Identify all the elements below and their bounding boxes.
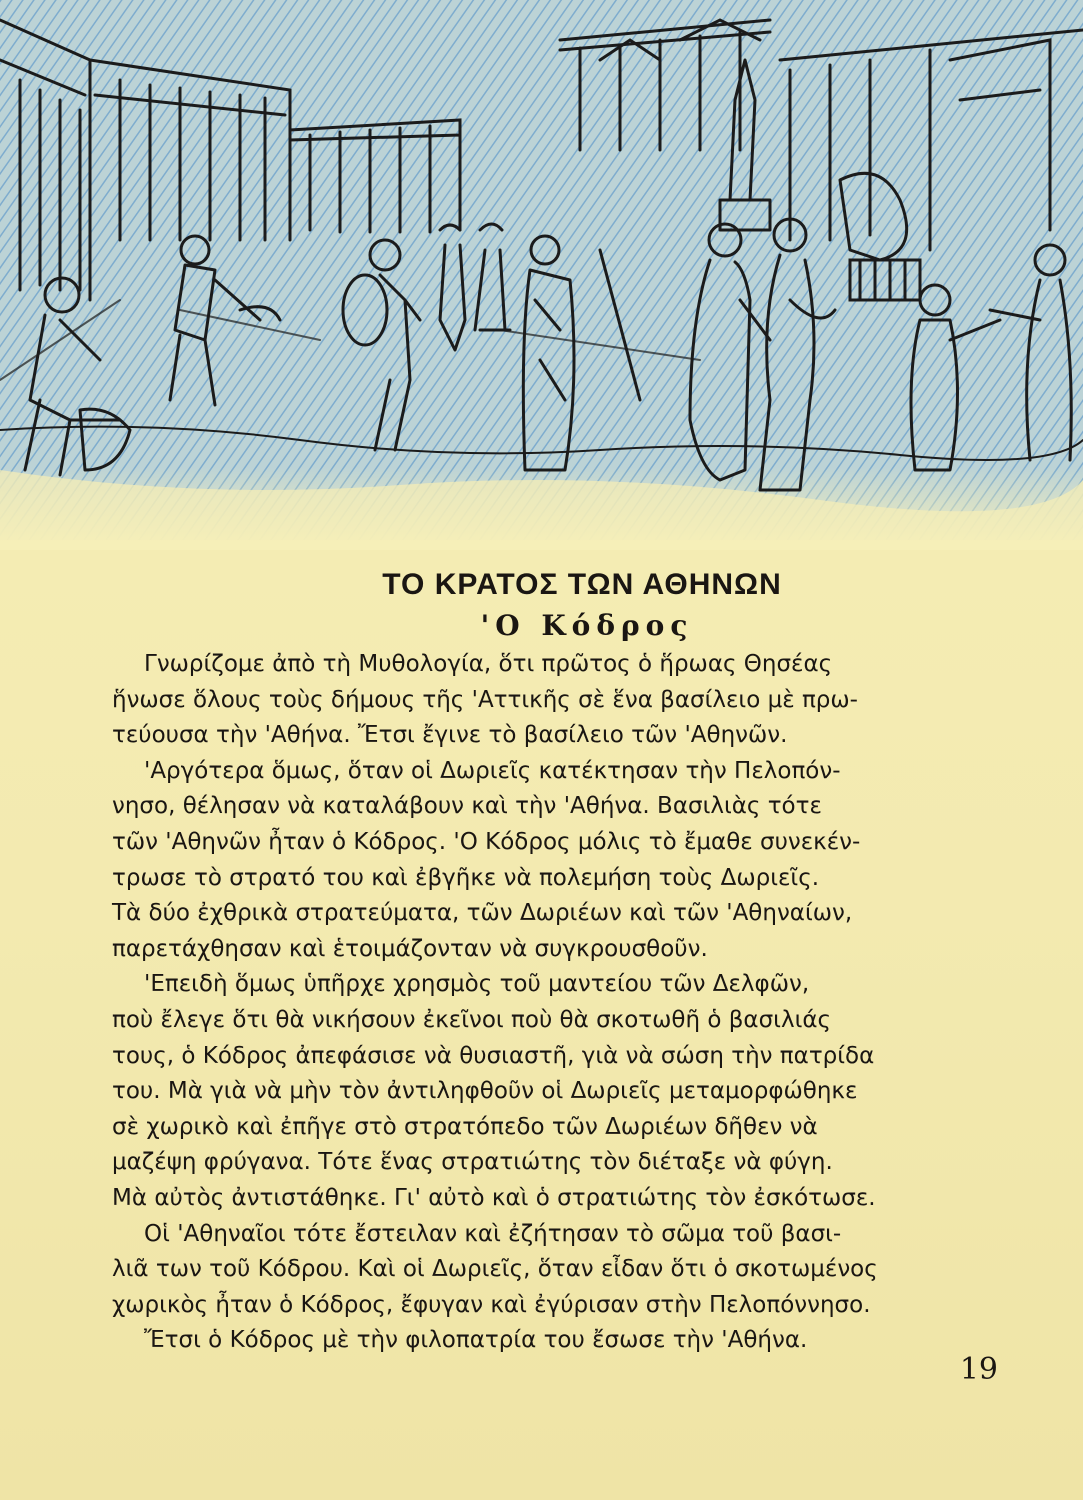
page-number: 19: [959, 1352, 998, 1387]
text-line: Γνωρίζομε ἀπὸ τὴ Μυθολογία, ὅτι πρῶτος ὁ ἥρωας Θησέας: [144, 651, 833, 677]
text-line: 'Επειδὴ ὅμως ὑπῆρχε χρησμὸς τοῦ μαντείου τῶν Δελφῶν,: [144, 971, 810, 998]
text-line: του. Μὰ γιὰ νὰ μὴν τὸν ἀντιληφθοῦν οἱ Δωριεῖς μεταμορφώθηκε: [112, 1078, 858, 1105]
text-line: παρετάχθησαν καὶ ἑτοιμάζονταν νὰ συγκρουσθοῦν.: [112, 935, 708, 962]
text-line: Τὰ δύο ἐχθρικὰ στρατεύματα, τῶν Δωριέων καὶ τῶν 'Αθηναίων,: [112, 900, 853, 927]
text-line: τους, ὁ Κόδρος ἀπεφάσισε νὰ θυσιαστῆ, γιὰ νὰ σώση τὴν πατρίδα: [112, 1042, 875, 1069]
text-line: Μὰ αὐτὸς ἀντιστάθηκε. Γι' αὐτὸ καὶ ὁ στρατιώτης τὸν ἐσκότωσε.: [112, 1184, 876, 1211]
text-line: σὲ χωρικὸ καὶ ἐπῆγε στὸ στρατόπεδο τῶν Δωριέων δῆθεν νὰ: [112, 1113, 818, 1140]
paragraph-1: [112, 647, 1002, 754]
text-line: μαζέψη φρύγανα. Τότε ἕνας στρατιώτης τὸν διέταξε νὰ φύγη.: [112, 1149, 833, 1176]
chapter-title: ΤΟ ΚΡΑΤΟΣ ΤΩΝ ΑΘΗΝΩΝ: [382, 568, 782, 601]
ancient-athens-illustration: [0, 0, 1083, 550]
article: [112, 565, 1002, 1359]
text-line: τῶν 'Αθηνῶν ἦταν ὁ Κόδρος. 'Ο Κόδρος μόλις τὸ ἔμαθε συνεκέν-: [112, 828, 861, 855]
paragraph-2: [112, 754, 1002, 968]
text-line: τρωσε τὸ στρατό του καὶ ἐβγῆκε νὰ πολεμήση τοὺς Δωριεῖς.: [112, 864, 820, 891]
text-line: τεύουσα τὴν 'Αθήνα. Ἔτσι ἔγινε τὸ βασίλειο τῶν 'Αθηνῶν.: [112, 722, 788, 749]
text-line: Ἔτσι ὁ Κόδρος μὲ τὴν φιλοπατρία του ἔσωσε τὴν 'Αθήνα.: [144, 1327, 808, 1354]
text-line: χωρικὸς ἦταν ὁ Κόδρος, ἔφυγαν καὶ ἐγύρισαν στὴν Πελοπόννησο.: [112, 1291, 871, 1318]
text-line: ποὺ ἔλεγε ὅτι θὰ νικήσουν ἐκεῖνοι ποὺ θὰ σκοτωθῆ ὁ βασιλιάς: [112, 1006, 832, 1033]
paragraph-5: [112, 1323, 1002, 1359]
chapter-subtitle: 'Ο Κόδρος: [480, 609, 694, 642]
text-line: λιᾶ των τοῦ Κόδρου. Καὶ οἱ Δωριεῖς, ὅταν εἶδαν ὅτι ὁ σκοτωμένος: [112, 1256, 878, 1283]
text-line: νησο, θέλησαν νὰ καταλάβουν καὶ τὴν 'Αθήνα. Βασιλιὰς τότε: [112, 793, 822, 820]
paragraph-4: [112, 1217, 1002, 1324]
text-line: 'Αργότερα ὅμως, ὅταν οἱ Δωριεῖς κατέκτησαν τὴν Πελοπόν-: [144, 757, 841, 784]
text-line: ἥνωσε ὅλους τοὺς δήμους τῆς 'Αττικῆς σὲ ἕνα βασίλειο μὲ πρω-: [112, 686, 858, 713]
paragraph-3: [112, 967, 1002, 1216]
text-line: Οἱ 'Αθηναῖοι τότε ἔστειλαν καὶ ἐζήτησαν τὸ σῶμα τοῦ βασι-: [144, 1220, 842, 1247]
